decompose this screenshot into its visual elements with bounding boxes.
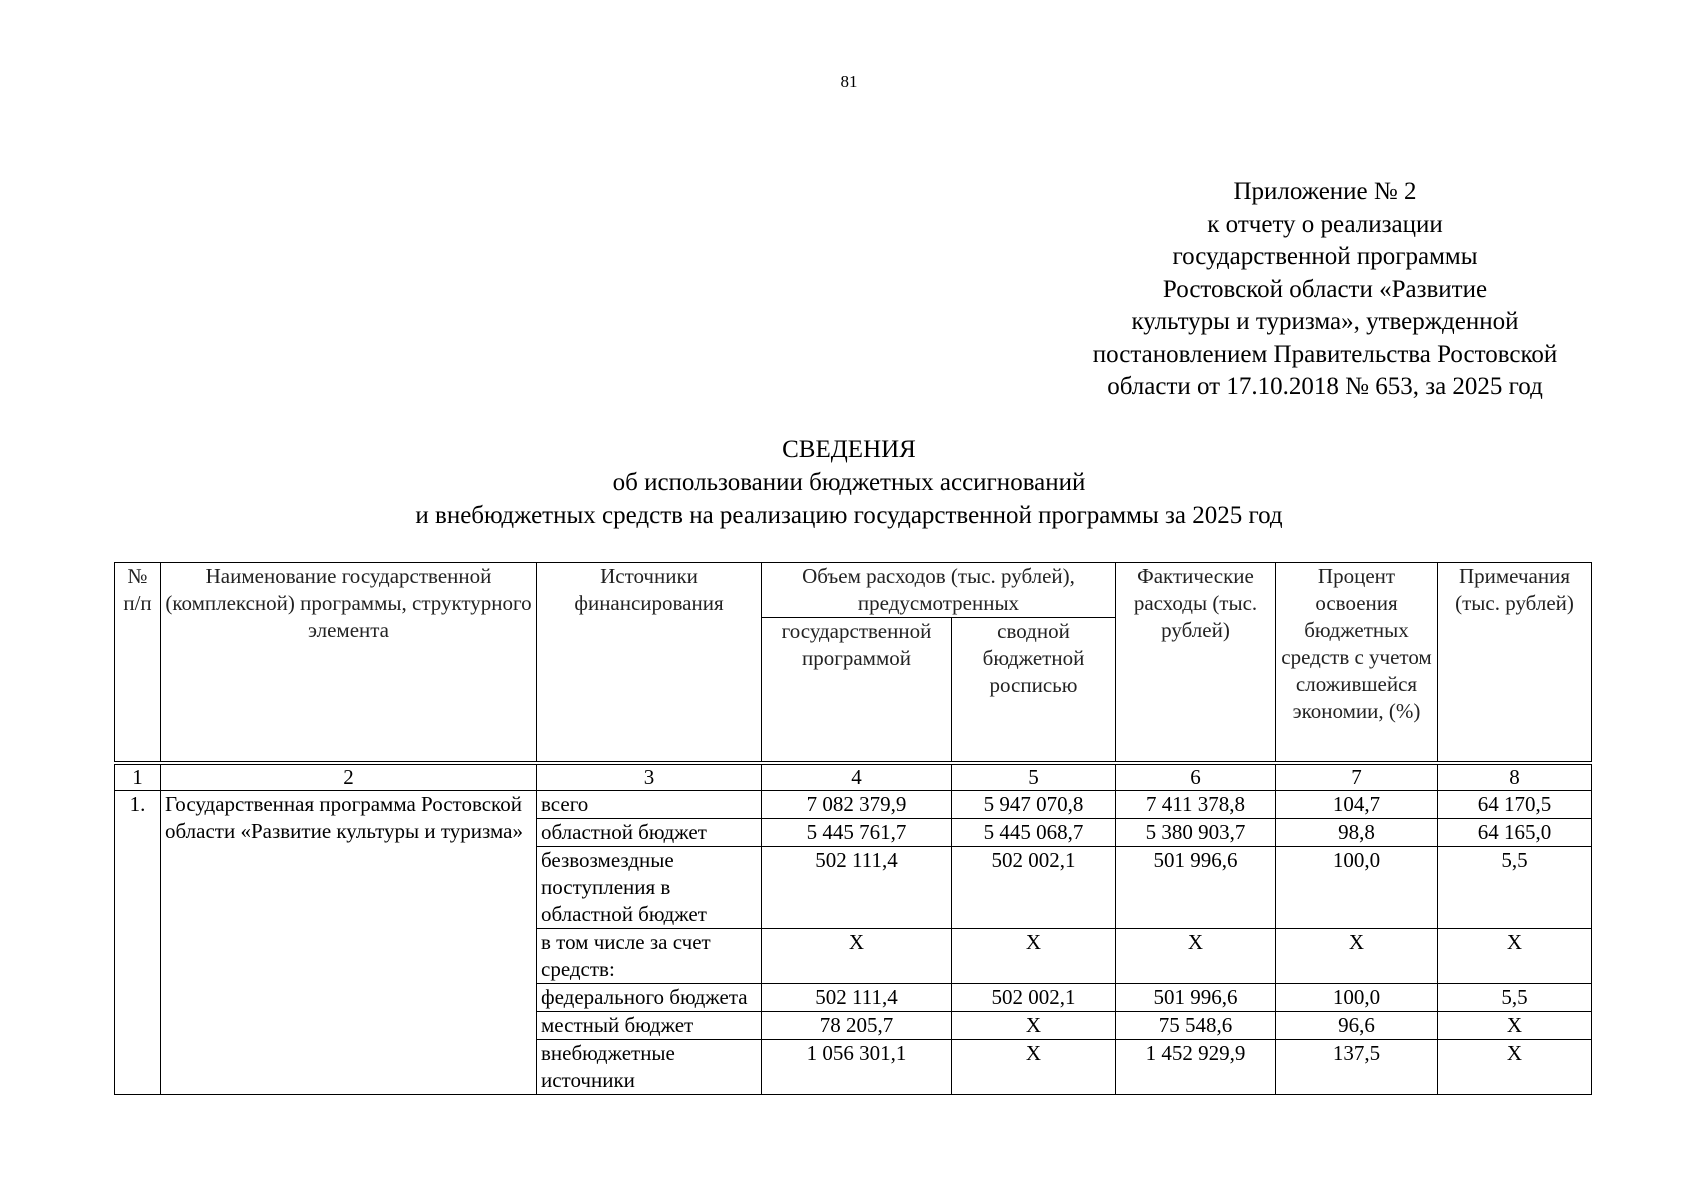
column-number: 2 — [161, 763, 537, 791]
title-line: и внебюджетных средств на реализацию государственной программы за 2025 год — [415, 502, 1283, 529]
source-cell: внебюджетные источники — [537, 1040, 762, 1095]
program-value: 1 056 301,1 — [762, 1040, 952, 1095]
column-number: 7 — [1276, 763, 1438, 791]
notes-value: Х — [1438, 929, 1592, 984]
header-num: № п/п — [115, 563, 161, 764]
title-heading: СВЕДЕНИЯ — [782, 436, 916, 463]
svod-value: 502 002,1 — [952, 984, 1116, 1012]
actual-value: 7 411 378,8 — [1116, 791, 1276, 819]
header-actual: Фактические расходы (тыс. рублей) — [1116, 563, 1276, 764]
notes-value: 5,5 — [1438, 847, 1592, 929]
header-svod: сводной бюджетной росписью — [952, 618, 1116, 764]
program-value: 5 445 761,7 — [762, 819, 952, 847]
program-value: 502 111,4 — [762, 984, 952, 1012]
actual-value: 501 996,6 — [1116, 984, 1276, 1012]
header-notes: Примечания (тыс. рублей) — [1438, 563, 1592, 764]
appendix-line: к отчету о реализации — [1207, 210, 1443, 238]
notes-value: 64 165,0 — [1438, 819, 1592, 847]
svod-value: Х — [952, 1012, 1116, 1040]
title-line: об использовании бюджетных ассигнований — [612, 469, 1086, 496]
source-cell: федерального бюджета — [537, 984, 762, 1012]
percent-value: 96,6 — [1276, 1012, 1438, 1040]
column-number: 5 — [952, 763, 1116, 791]
source-cell: в том числе за счет средств: — [537, 929, 762, 984]
column-number: 6 — [1116, 763, 1276, 791]
notes-value: Х — [1438, 1012, 1592, 1040]
header-volume: Объем расходов (тыс. рублей), предусмотренных — [762, 563, 1116, 618]
row-number: 1. — [115, 791, 161, 1095]
actual-value: 1 452 929,9 — [1116, 1040, 1276, 1095]
program-name: Государственная программа Ростовской области «Развитие культуры и туризма» — [161, 791, 537, 1095]
header-sources: Источники финансирования — [537, 563, 762, 764]
program-value: 78 205,7 — [762, 1012, 952, 1040]
svod-value: 5 445 068,7 — [952, 819, 1116, 847]
source-cell: безвозмездные поступления в областной бюджет — [537, 847, 762, 929]
actual-value: 5 380 903,7 — [1116, 819, 1276, 847]
appendix-block — [1055, 176, 1595, 404]
table-row — [115, 791, 1592, 819]
column-number: 3 — [537, 763, 762, 791]
svod-value: Х — [952, 1040, 1116, 1095]
column-number: 8 — [1438, 763, 1592, 791]
percent-value: 100,0 — [1276, 984, 1438, 1012]
document-title — [0, 433, 1698, 532]
appendix-line: Ростовской области «Развитие — [1162, 275, 1488, 303]
appendix-line: Приложение № 2 — [1233, 178, 1417, 205]
source-cell: областной бюджет — [537, 819, 762, 847]
header-row — [115, 563, 1592, 618]
svod-value: Х — [952, 929, 1116, 984]
program-value: 502 111,4 — [762, 847, 952, 929]
page-number: 81 — [840, 72, 858, 91]
appendix-line: культуры и туризма», утвержденной — [1131, 308, 1519, 335]
percent-value: 100,0 — [1276, 847, 1438, 929]
appendix-line: постановлением Правительства Ростовской — [1092, 340, 1558, 368]
header-name: Наименование государственной (комплексной) программы, структурного элемента — [161, 563, 537, 764]
percent-value: 104,7 — [1276, 791, 1438, 819]
source-cell: всего — [537, 791, 762, 819]
column-number: 1 — [115, 763, 161, 791]
program-value: 7 082 379,9 — [762, 791, 952, 819]
svod-value: 5 947 070,8 — [952, 791, 1116, 819]
appendix-line: государственной программы — [1172, 243, 1478, 270]
column-numbers-row — [115, 763, 1592, 791]
notes-value: 64 170,5 — [1438, 791, 1592, 819]
program-value: Х — [762, 929, 952, 984]
notes-value: 5,5 — [1438, 984, 1592, 1012]
appendix-line: области от 17.10.2018 № 653, за 2025 год — [1107, 373, 1543, 400]
actual-value: 501 996,6 — [1116, 847, 1276, 929]
header-percent: Процент освоения бюджетных средств с учетом сложившейся экономии, (%) — [1276, 563, 1438, 764]
percent-value: 137,5 — [1276, 1040, 1438, 1095]
percent-value: 98,8 — [1276, 819, 1438, 847]
svod-value: 502 002,1 — [952, 847, 1116, 929]
notes-value: Х — [1438, 1040, 1592, 1095]
percent-value: Х — [1276, 929, 1438, 984]
source-cell: местный бюджет — [537, 1012, 762, 1040]
column-number: 4 — [762, 763, 952, 791]
budget-table — [114, 562, 1592, 1095]
header-program: государственной программой — [762, 618, 952, 764]
actual-value: 75 548,6 — [1116, 1012, 1276, 1040]
actual-value: Х — [1116, 929, 1276, 984]
